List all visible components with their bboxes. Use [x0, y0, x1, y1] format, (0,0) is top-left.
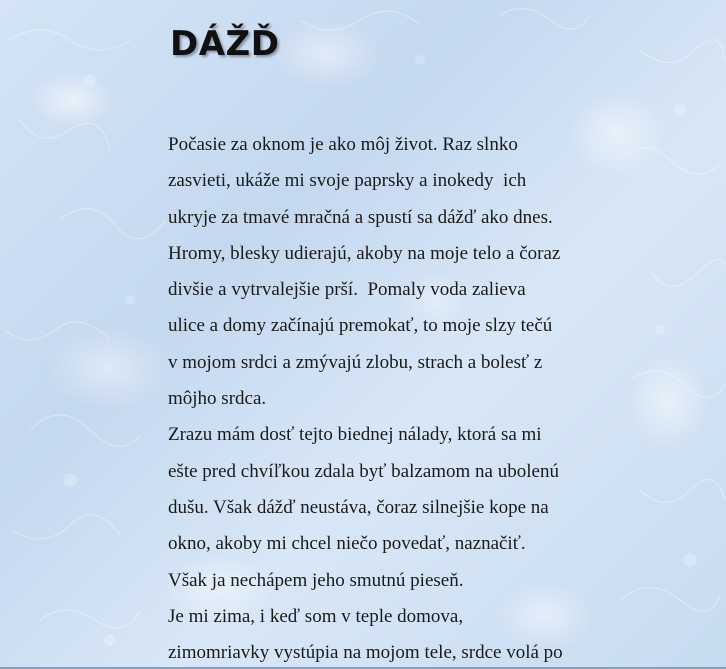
text-line: ešte pred chvíľkou zdala byť balzamom na ubolenú — [168, 460, 559, 482]
text-line: môjho srdca. — [168, 388, 267, 410]
poem-text-block — [168, 127, 638, 669]
text-line: zimomriavky vystúpia na mojom tele, srdce volá po — [168, 642, 563, 664]
text-line: Však ja nechápem jeho smutnú pieseň. — [168, 569, 464, 591]
text-line: dušu. Však dážď neustáva, čoraz silnejšie kope na — [168, 496, 549, 518]
text-line: divšie a vytrvalejšie prší. Pomaly voda zalieva — [168, 279, 526, 301]
text-line: zasvieti, ukáže mi svoje paprsky a inokedy ich — [168, 170, 527, 192]
text-line: Hromy, blesky udierajú, akoby na moje telo a čoraz — [168, 242, 561, 264]
text-line: v mojom srdci a zmývajú zlobu, strach a bolesť z — [168, 351, 543, 373]
text-line: Zrazu mám dosť tejto biednej nálady, ktorá sa mi — [168, 424, 542, 446]
text-line: okno, akoby mi chcel niečo povedať, naznačiť. — [168, 533, 526, 555]
text-line: ulice a domy začínajú premokať, to moje slzy tečú — [168, 315, 553, 337]
text-line: Počasie za oknom je ako môj život. Raz slnko — [168, 134, 518, 155]
document-title: DÁŽĎ — [170, 24, 280, 64]
text-line: Je mi zima, i keď som v teple domova, — [168, 605, 464, 627]
text-line: ukryje za tmavé mračná a spustí sa dážď ako dnes. — [168, 206, 553, 228]
